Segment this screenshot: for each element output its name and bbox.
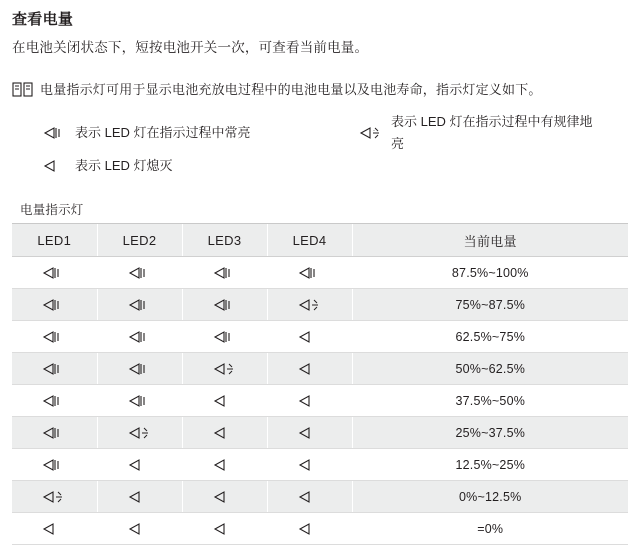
led3-cell [182, 449, 267, 481]
table-row [12, 481, 628, 513]
led-solid-icon [41, 297, 67, 313]
led2-cell [97, 353, 182, 385]
led-solid-icon [212, 329, 238, 345]
led-off-icon [297, 329, 323, 345]
led-solid-icon [41, 425, 67, 441]
led-off-icon [297, 425, 323, 441]
column-header-led4: LED4 [267, 224, 352, 257]
capacity-cell: 62.5%~75% [352, 321, 628, 353]
table-row [12, 353, 628, 385]
led3-cell [182, 257, 267, 289]
led1-cell [12, 385, 97, 417]
book-icon [12, 81, 34, 99]
led4-cell [267, 449, 352, 481]
page-title: 查看电量 [12, 11, 74, 28]
table-body [12, 257, 628, 545]
led-off-icon [297, 489, 323, 505]
table-header-row [12, 224, 628, 257]
led-blink-icon [41, 489, 67, 505]
led2-cell [97, 385, 182, 417]
note-block [12, 80, 628, 99]
led-off-icon [297, 393, 323, 409]
led-off-icon [127, 457, 153, 473]
led4-cell [267, 417, 352, 449]
led-off-icon [212, 457, 238, 473]
led-off-icon [212, 393, 238, 409]
legend-item-off [42, 155, 173, 177]
led2-cell [97, 481, 182, 513]
led-solid-icon [212, 265, 238, 281]
led-solid-icon [41, 329, 67, 345]
led4-cell [267, 385, 352, 417]
legend-label-solid: 表示 LED 灯在指示过程中常亮 [75, 125, 251, 140]
column-header-capacity: 当前电量 [352, 224, 628, 257]
legend-line-2 [42, 155, 628, 177]
column-header-led2: LED2 [97, 224, 182, 257]
led-solid-icon [127, 393, 153, 409]
table-row [12, 289, 628, 321]
led4-cell [267, 353, 352, 385]
led2-cell [97, 289, 182, 321]
legend-label-off: 表示 LED 灯熄灭 [75, 158, 173, 173]
led-off-icon [127, 521, 153, 537]
led-off-icon [41, 521, 67, 537]
led1-cell [12, 481, 97, 513]
page-subtitle: 在电池关闭状态下，短按电池开关一次，可查看当前电量。 [12, 40, 369, 55]
led2-cell [97, 257, 182, 289]
capacity-cell: 12.5%~25% [352, 449, 628, 481]
led2-cell [97, 449, 182, 481]
led3-cell [182, 481, 267, 513]
led-solid-icon [42, 125, 68, 141]
capacity-cell: 0%~12.5% [352, 481, 628, 513]
led-off-icon [212, 425, 238, 441]
led2-cell [97, 417, 182, 449]
led-solid-icon [297, 265, 323, 281]
led-blink-icon [212, 361, 238, 377]
table-row [12, 449, 628, 481]
led4-cell [267, 289, 352, 321]
capacity-cell: 50%~62.5% [352, 353, 628, 385]
led1-cell [12, 289, 97, 321]
led2-cell [97, 321, 182, 353]
table-row [12, 257, 628, 289]
led-off-icon [297, 457, 323, 473]
led-solid-icon [41, 361, 67, 377]
led3-cell [182, 513, 267, 545]
led2-cell [97, 513, 182, 545]
led3-cell [182, 353, 267, 385]
led1-cell [12, 353, 97, 385]
led4-cell [267, 513, 352, 545]
legend-item-blink [358, 111, 602, 155]
capacity-cell: 75%~87.5% [352, 289, 628, 321]
led-solid-icon [127, 265, 153, 281]
led3-cell [182, 321, 267, 353]
table-caption: 电量指示灯 [12, 195, 628, 224]
led-off-icon [127, 489, 153, 505]
led-blink-icon [127, 425, 153, 441]
capacity-cell: 87.5%~100% [352, 257, 628, 289]
led3-cell [182, 289, 267, 321]
led-off-icon [212, 489, 238, 505]
led3-cell [182, 417, 267, 449]
table-row [12, 513, 628, 545]
battery-indicator-table [12, 224, 628, 545]
capacity-cell: 37.5%~50% [352, 385, 628, 417]
table-row [12, 385, 628, 417]
led1-cell [12, 513, 97, 545]
led4-cell [267, 257, 352, 289]
table-row [12, 321, 628, 353]
column-header-led3: LED3 [182, 224, 267, 257]
legend-line-1 [42, 111, 628, 155]
table-row [12, 417, 628, 449]
led-solid-icon [41, 393, 67, 409]
column-header-led1: LED1 [12, 224, 97, 257]
led-solid-icon [41, 457, 67, 473]
led1-cell [12, 257, 97, 289]
led-blink-icon [358, 125, 384, 141]
legend-item-solid [42, 122, 332, 144]
capacity-cell: =0% [352, 513, 628, 545]
legend [12, 111, 628, 177]
note-text: 电量指示灯可用于显示电池充放电过程中的电池电量以及电池寿命，指示灯定义如下。 [40, 82, 542, 97]
led-solid-icon [127, 329, 153, 345]
led-off-icon [297, 521, 323, 537]
led-solid-icon [212, 297, 238, 313]
led-off-icon [297, 361, 323, 377]
led-solid-icon [127, 361, 153, 377]
led-solid-icon [127, 297, 153, 313]
led-off-icon [212, 521, 238, 537]
led1-cell [12, 321, 97, 353]
led1-cell [12, 417, 97, 449]
led4-cell [267, 481, 352, 513]
capacity-cell: 25%~37.5% [352, 417, 628, 449]
led-solid-icon [41, 265, 67, 281]
led-off-icon [42, 158, 68, 174]
led1-cell [12, 449, 97, 481]
led4-cell [267, 321, 352, 353]
led-blink-icon [297, 297, 323, 313]
led3-cell [182, 385, 267, 417]
legend-label-blink: 表示 LED 灯在指示过程中有规律地亮 [391, 114, 593, 151]
